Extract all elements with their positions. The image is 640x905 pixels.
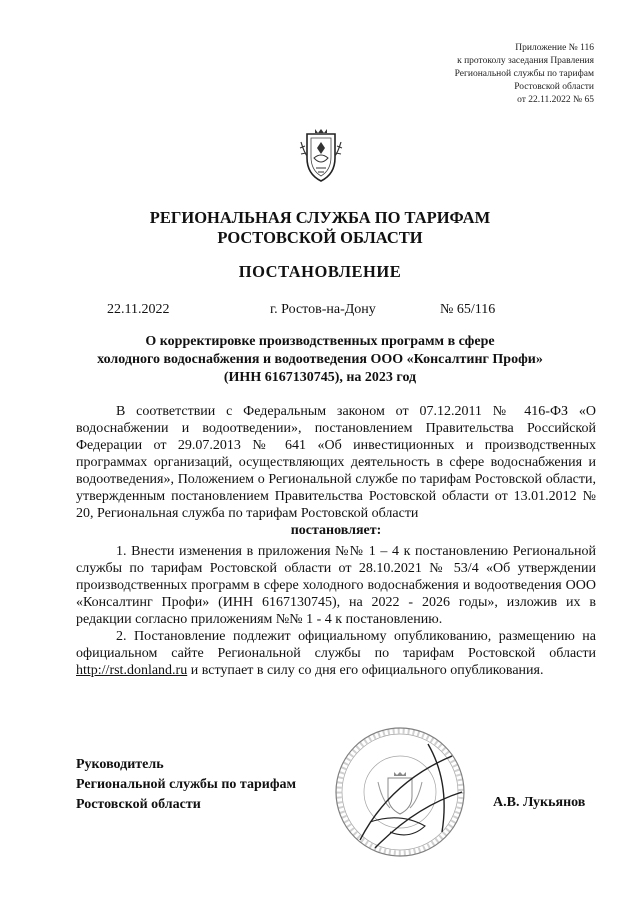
decree-word: постановляет: [290, 523, 382, 538]
item-1-paragraph: 1. Внести изменения в приложения №№ 1 – 4 к постановлению Региональной службы по тарифам Ростовской области от 28.10.2021 № 53/4 «Об утверждении производственных программ в сфере холодного водоснабжения и водоотведения ООО «Консалтинг Профи» (ИНН 6167130745), на 2022 - 2026 годы», изложив их в редакции согласно приложениям №№ 1 - 4 к постановлению. [76, 544, 596, 627]
signer-name: А.В. Лукьянов [493, 795, 586, 810]
signature-title-line: Ростовской области [76, 797, 201, 812]
document-city: г. Ростов-на-Дону [270, 302, 376, 317]
document-subject [40, 333, 600, 387]
organization-name [0, 208, 640, 248]
document-date: 22.11.2022 [107, 302, 170, 317]
item-2-text: 2. Постановление подлежит официальному опубликованию, размещению на официальном сайте Региональной службы по тарифам Ростовской области [76, 629, 596, 661]
appendix-line: Региональной службы по тарифам [454, 69, 594, 79]
appendix-note [394, 42, 594, 107]
subject-line: О корректировке производственных программ в сфере [145, 334, 495, 349]
signature-title-line: Руководитель [76, 757, 164, 772]
appendix-line: от 22.11.2022 № 65 [517, 95, 594, 105]
item-2-paragraph [76, 628, 596, 679]
preamble-paragraph: В соответствии с Федеральным законом от 07.12.2011 № 416-ФЗ «О водоснабжении и водоотведении», постановлением Правительства Российской Федерации от 29.07.2013 № 641 «Об инвестиционных и производственных программах организаций, осуществляющих деятельность в сфере водоснабжения и водоотведения», Положением о Региональной службе по тарифам Ростовской области, утвержденным постановлением Правительства Ростовской области от 13.01.2012 № 20, Региональная служба по тарифам Ростовской области [76, 404, 596, 521]
signature-title [76, 755, 296, 815]
signature-title-line: Региональной службы по тарифам [76, 777, 297, 792]
official-seal-icon [330, 722, 470, 862]
document-type: ПОСТАНОВЛЕНИЕ [238, 262, 402, 281]
subject-line: (ИНН 6167130745), на 2023 год [223, 370, 417, 385]
website-link[interactable]: http://rst.donland.ru [76, 663, 188, 678]
subject-line: холодного водоснабжения и водоотведения ООО «Консалтинг Профи» [97, 352, 543, 367]
appendix-line: к протоколу заседания Правления [457, 56, 594, 66]
coat-of-arms-icon [298, 128, 344, 184]
appendix-line: Ростовской области [514, 82, 594, 92]
appendix-line: Приложение № 116 [515, 43, 594, 53]
document-body [76, 403, 596, 679]
item-2-text-end: и вступает в силу со дня его официального опубликования. [190, 663, 544, 678]
organization-line: РЕГИОНАЛЬНАЯ СЛУЖБА ПО ТАРИФАМ [149, 208, 491, 227]
organization-line: РОСТОВСКОЙ ОБЛАСТИ [217, 228, 423, 247]
document-number: № 65/116 [440, 302, 496, 317]
